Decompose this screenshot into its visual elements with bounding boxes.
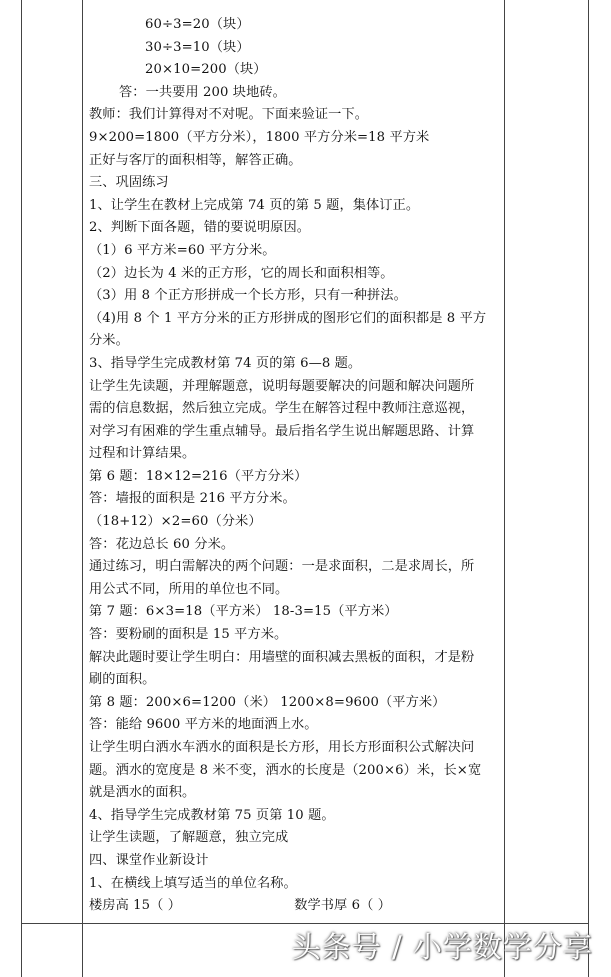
table-column-divider-2 [504,0,505,977]
text-line: 用公式不同，所用的单位也不同。 [89,581,289,597]
fill-in-line [89,895,501,918]
section-heading: 三、巩固练习 [89,175,169,191]
text-line: （4)用 8 个 1 平方分米的正方形拼成的图形它们的面积都是 8 平方 [89,310,487,326]
text-line: 答：花边总长 60 分米。 [89,536,235,552]
text-line: 对学习有困难的学生重点辅导。最后指名学生说出解题思路、计算 [89,423,475,439]
table-column-divider-1 [82,0,83,977]
section-heading: 四、课堂作业新设计 [89,852,209,868]
calc-line: 60÷3=20（块） [145,17,250,32]
text-line: 正好与客厅的面积相等，解答正确。 [89,152,302,168]
text-line: 第 7 题：6×3=18（平方米） 18-3=15（平方米） [89,604,398,620]
text-line: 需的信息数据，然后独立完成。学生在解答过程中教师注意巡视， [89,401,475,417]
text-line: 让学生明白洒水车洒水的面积是长方形，用长方形面积公式解决问 [89,740,475,755]
text-line: 1、在横线上填写适当的单位名称。 [89,875,297,891]
calc-line: 20×10=200（块） [145,62,267,78]
text-line: 题。洒水的宽度是 8 米不变，洒水的长度是（200×6）米，长×宽 [89,762,482,778]
text-line: 就是洒水的面积。 [89,785,196,801]
text-line: 3、指导学生完成教材第 74 页的第 6—8 题。 [89,355,362,371]
text-line: 答：墙报的面积是 216 平方分米。 [89,491,296,507]
text-line: （1）6 平方米=60 平方分米。 [89,242,276,258]
table-border-left [21,0,22,977]
text-line: 分米。 [89,333,129,349]
text-line: 1、让学生在教材上完成第 74 页的第 5 题，集体订正。 [89,197,420,213]
text-line: 4、指导学生完成教材第 75 页第 10 题。 [89,807,335,823]
text-line: （18+12）×2=60（分米） [89,514,262,530]
text-line: 第 6 题：18×12=216（平方分米） [89,468,308,484]
watermark: 头条号 / 小学数学分享 [291,930,593,964]
text-line: 让学生先读题，并理解题意，说明每题要解决的问题和解决问题所 [89,378,475,394]
text-line: 教师：我们计算得对不对呢。下面来验证一下。 [89,107,369,123]
text-line: 答：要粉刷的面积是 15 平方米。 [89,627,288,643]
text-line: （2）边长为 4 米的正方形，它的周长和面积相等。 [89,265,394,281]
text-line: 第 8 题：200×6=1200（米） 1200×8=9600（平方米） [89,694,446,710]
fill-in-item-building-height: 楼房高 15（ ） [89,898,182,914]
table-border-bottom [21,923,589,924]
calc-line: 30÷3=10（块） [145,39,250,55]
text-line: 2、判断下面各题，错的要说明原因。 [89,220,311,236]
answer-line: 答：一共要用 200 块地砖。 [119,84,286,100]
text-line: 通过练习，明白需解决的两个问题：一是求面积，二是求周长，所 [89,559,475,575]
text-line: （3）用 8 个正方形拼成一个长方形，只有一种拼法。 [89,288,407,304]
text-line: 刷的面积。 [89,672,156,688]
lesson-plan-content [89,14,501,918]
text-line: 答：能给 9600 平方米的地面洒上水。 [89,717,318,733]
text-line: 过程和计算结果。 [89,446,196,462]
text-line: 解决此题时要让学生明白：用墙壁的面积减去黑板的面积，才是粉 [89,649,475,665]
fill-in-item-book-thickness: 数学书厚 6（ ） [294,898,391,914]
text-line: 让学生读题，了解题意，独立完成 [89,830,289,846]
table-border-right [588,0,589,977]
text-line: 9×200=1800（平方分米），1800 平方分米=18 平方米 [89,129,430,145]
